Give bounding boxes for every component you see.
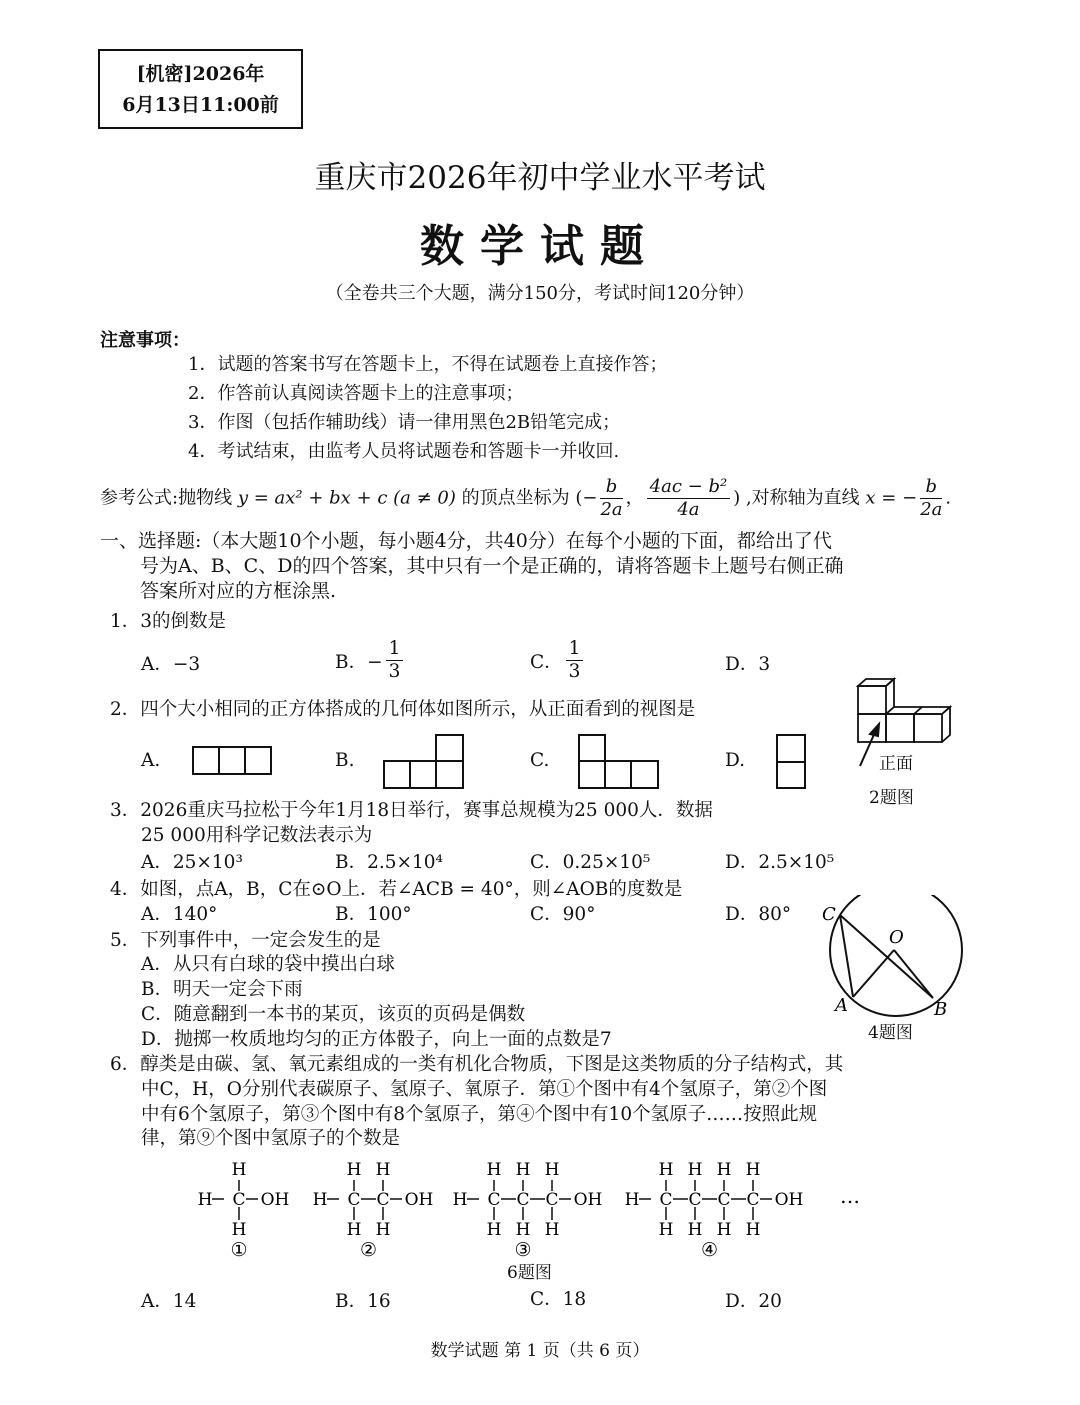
- formula-open-paren: (−: [575, 487, 598, 509]
- q3-option-c: C．0.25×10⁵: [530, 852, 651, 873]
- formula-parabola: y = ax² + bx + c (a ≠ 0): [237, 487, 456, 509]
- q1-option-c-fraction: [566, 638, 584, 683]
- molecule-2-carbon: C: [347, 1190, 361, 1210]
- molecule-2-h-top: H: [346, 1160, 362, 1180]
- q2-figure-caption: 2题图: [869, 788, 914, 808]
- exam-title: 重庆市2026年初中学业水平考试: [314, 160, 766, 196]
- q6-stem-line-2: 中C，H，O分别代表碳原子、氢原子、氧原子．第①个图中有4个氢原子，第②个图: [141, 1079, 828, 1100]
- q1-option-b-label: B．−: [335, 651, 383, 673]
- fraction-denominator: 3: [568, 661, 581, 682]
- q2-option-a-view: [192, 746, 274, 776]
- molecule-2-carbon: C: [376, 1190, 390, 1210]
- molecule-4-carbon: C: [688, 1190, 702, 1210]
- q5-option-d: D．抛掷一枚质地均匀的正方体骰子，向上一面的点数是7: [141, 1029, 612, 1050]
- molecule-1-hydroxyl: OH: [260, 1190, 290, 1210]
- molecule-1-h-left: H: [197, 1190, 213, 1210]
- fraction-numerator: b: [600, 476, 622, 499]
- molecule-3-h-bottom: H: [544, 1220, 560, 1240]
- molecule-2-label: ②: [359, 1239, 378, 1261]
- molecule-2-h-left: H: [312, 1190, 328, 1210]
- q2-front-label: 正面: [879, 754, 913, 774]
- fraction-denominator: 3: [388, 661, 401, 682]
- confidential-box: [98, 49, 303, 129]
- fraction-numerator: 1: [566, 638, 584, 661]
- notice-item-2: 2．作答前认真阅读答题卡上的注意事项；: [188, 383, 524, 404]
- molecule-2-hydroxyl: OH: [404, 1190, 434, 1210]
- reference-formula: [100, 476, 980, 521]
- molecule-4-h-top: H: [687, 1160, 703, 1180]
- q4-option-b: B．100°: [335, 904, 412, 925]
- q4-option-d: D．80°: [725, 904, 792, 925]
- q2-option-c: C.: [530, 750, 550, 771]
- molecule-3-label: ③: [514, 1239, 532, 1261]
- molecule-3-h-bottom: H: [515, 1220, 531, 1240]
- fraction-numerator: 4ac − b²: [647, 476, 731, 499]
- q3-option-b: B．2.5×10⁴: [335, 852, 443, 873]
- molecule-4-h-top: H: [716, 1160, 732, 1180]
- fraction-4ac-b2-over-4a: [647, 476, 731, 521]
- formula-close-paren: ): [733, 487, 741, 509]
- fraction-axis: [920, 476, 942, 521]
- molecule-3-hydroxyl: OH: [573, 1190, 603, 1210]
- notice-heading: 注意事项：: [100, 330, 190, 351]
- q2-option-b-view: [383, 734, 467, 790]
- fraction-numerator: b: [920, 476, 942, 499]
- molecule-1-h-top: H: [231, 1160, 247, 1180]
- q4-point-o: O: [889, 927, 904, 948]
- q6-option-b: B．16: [335, 1291, 391, 1312]
- q2-option-c-view: [578, 734, 662, 790]
- molecule-3-h-bottom: H: [486, 1220, 502, 1240]
- molecule-1-h-bottom: H: [231, 1220, 247, 1240]
- q6-stem-line-1: 6．醇类是由碳、氢、氧元素组成的一类有机化合物质，下图是这类物质的分子结构式，其: [110, 1054, 844, 1075]
- q2-option-b: B.: [335, 750, 355, 771]
- q1-option-b-fraction: [386, 638, 404, 683]
- q2-option-d: D.: [725, 750, 746, 771]
- page-footer: 数学试题 第 1 页（共 6 页）: [430, 1341, 650, 1361]
- fraction-numerator: 1: [386, 638, 404, 661]
- molecule-4-label: ④: [700, 1239, 719, 1261]
- molecule-1-label: ①: [230, 1239, 248, 1261]
- molecule-4-h-top: H: [745, 1160, 761, 1180]
- molecule-2-h-bottom: H: [375, 1220, 391, 1240]
- molecule-4-h-left: H: [624, 1190, 640, 1210]
- q6-stem-line-4: 律，第⑨个图中氢原子的个数是: [141, 1128, 401, 1149]
- molecule-3-h-top: H: [544, 1160, 560, 1180]
- q3-stem-line-2: 25 000用科学记数法表示为: [141, 825, 373, 846]
- q1-option-c: [530, 638, 586, 683]
- notice-item-3: 3．作图（包括作辅助线）请一律用黑色2B铅笔完成；: [188, 412, 621, 433]
- q5-stem: 5．下列事件中，一定会发生的是: [110, 930, 381, 951]
- molecule-2-h-bottom: H: [346, 1220, 362, 1240]
- formula-axis-eq: x = −: [865, 487, 918, 509]
- ellipsis-dots: …: [840, 1184, 860, 1208]
- notice-item-1: 1．试题的答案书写在答题卡上，不得在试题卷上直接作答；: [188, 354, 668, 375]
- q6-option-a: A．14: [141, 1291, 197, 1312]
- molecule-4-carbon: C: [659, 1190, 673, 1210]
- q5-option-c: C．随意翻到一本书的某页，该页的页码是偶数: [141, 1004, 526, 1025]
- q4-figure-circle: [820, 895, 970, 1020]
- q6-option-d: D．20: [725, 1291, 782, 1312]
- molecule-2-h-top: H: [375, 1160, 391, 1180]
- q3-option-a: A．25×10³: [141, 852, 243, 873]
- molecule-3-carbon: C: [545, 1190, 559, 1210]
- q2-option-d-view: [776, 734, 808, 790]
- notice-item-4: 4．考试结束，由监考人员将试题卷和答题卡一并收回.: [188, 441, 620, 462]
- q5-option-b: B．明天一定会下雨: [141, 979, 303, 1000]
- q4-point-c: C: [822, 904, 836, 925]
- molecule-4-h-bottom: H: [745, 1220, 761, 1240]
- molecule-3-carbon: C: [516, 1190, 530, 1210]
- formula-period: .: [945, 487, 952, 509]
- molecule-4-h-bottom: H: [658, 1220, 674, 1240]
- confidential-line-1: [机密]2026年: [136, 63, 265, 85]
- q6-figure-caption: 6题图: [507, 1263, 552, 1283]
- molecule-4-h-top: H: [658, 1160, 674, 1180]
- q3-option-d: D．2.5×10⁵: [725, 852, 835, 873]
- q1-option-a: A．−3: [141, 654, 201, 675]
- q1-stem: 1．3的倒数是: [110, 611, 227, 632]
- q4-point-a: A: [835, 995, 848, 1016]
- q4-option-c: C．90°: [530, 904, 596, 925]
- q4-figure-caption: 4题图: [868, 1023, 913, 1043]
- section1-line-2: 号为A、B、C、D的四个答案，其中只有一个是正确的，请将答题卡上题号右侧正确: [140, 555, 844, 577]
- fraction-denominator: 4a: [677, 499, 700, 520]
- molecule-4-h-bottom: H: [687, 1220, 703, 1240]
- fraction-b-over-2a: [600, 476, 622, 521]
- q1-option-c-label: C．: [530, 651, 563, 673]
- q5-option-a: A．从只有白球的袋中摸出白球: [141, 954, 395, 975]
- molecule-4-carbon: C: [746, 1190, 760, 1210]
- section1-line-1: 一、选择题:（本大题10个小题，每小题4分，共40分）在每个小题的下面，都给出了代: [100, 530, 832, 552]
- q2-stem: 2．四个大小相同的正方体搭成的几何体如图所示，从正面看到的视图是: [110, 699, 696, 720]
- molecule-3-carbon: C: [487, 1190, 501, 1210]
- formula-comma: ，: [625, 487, 644, 509]
- fraction-denominator: 2a: [920, 499, 943, 520]
- q6-stem-line-3: 中有6个氢原子，第③个图中有8个氢原子，第④个图中有10个氢原子……按照此规: [141, 1104, 818, 1125]
- molecule-3-h-top: H: [486, 1160, 502, 1180]
- molecule-4-carbon: C: [717, 1190, 731, 1210]
- molecule-4-hydroxyl: OH: [774, 1190, 804, 1210]
- formula-vertex-text: 的顶点坐标为: [461, 487, 570, 509]
- q2-option-a: A.: [141, 750, 161, 771]
- q4-option-a: A．140°: [141, 904, 218, 925]
- molecule-3-h-top: H: [515, 1160, 531, 1180]
- fraction-denominator: 2a: [600, 499, 623, 520]
- q4-point-b: B: [934, 999, 948, 1020]
- confidential-line-2: 6月13日11:00前: [122, 94, 279, 116]
- exam-info: （全卷共三个大题，满分150分，考试时间120分钟）: [325, 283, 755, 304]
- molecule-4-h-bottom: H: [716, 1220, 732, 1240]
- molecule-1-carbon: C: [232, 1190, 246, 1210]
- q1-option-d: D．3: [725, 654, 771, 675]
- q3-stem-line-1: 3．2026重庆马拉松于今年1月18日举行，赛事总规模为25 000人．数据: [110, 800, 713, 821]
- q6-option-c: C．18: [530, 1289, 587, 1310]
- formula-axis-text: ,对称轴为直线: [745, 487, 860, 509]
- q1-option-b: [335, 638, 406, 683]
- q4-stem: 4．如图，点A，B，C在⊙O上．若∠ACB = 40°，则∠AOB的度数是: [110, 879, 683, 900]
- section1-line-3: 答案所对应的方框涂黑.: [140, 580, 337, 602]
- subject-title: 数学试题: [420, 221, 660, 272]
- formula-prefix: 参考公式:抛物线: [100, 487, 233, 509]
- molecule-3-h-left: H: [452, 1190, 468, 1210]
